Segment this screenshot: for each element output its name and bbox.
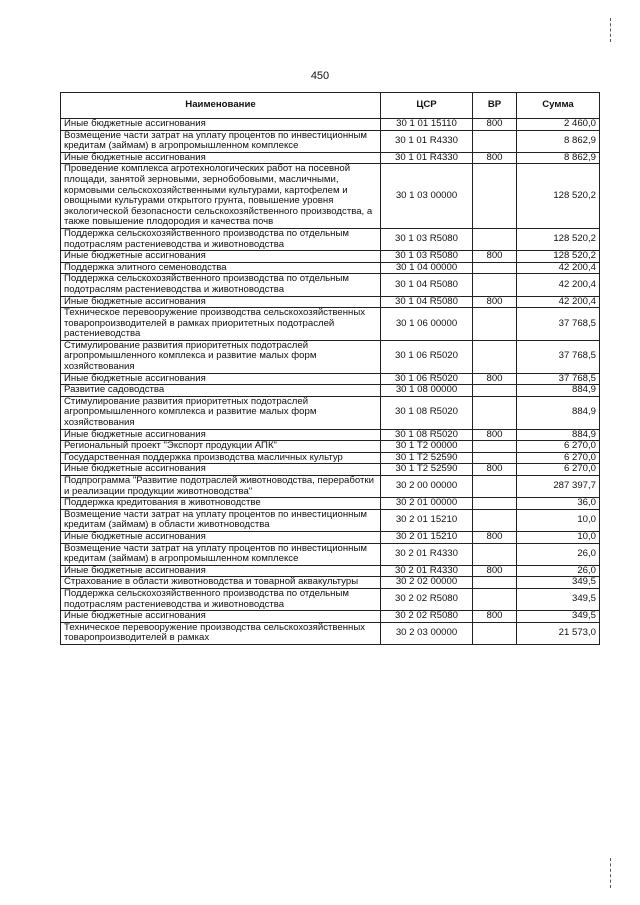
row-sum-cell: 349,5	[517, 611, 600, 623]
row-sum-cell: 6 270,0	[517, 452, 600, 464]
row-sum-cell: 10,0	[517, 531, 600, 543]
row-name-cell: Иные бюджетные ассигнования	[61, 464, 381, 476]
row-sum-cell: 6 270,0	[517, 464, 600, 476]
row-csr-cell: 30 1 08 R5020	[381, 429, 473, 441]
row-csr-cell: 30 2 02 R5080	[381, 611, 473, 623]
row-vr-cell	[473, 543, 517, 565]
row-name-cell: Государственная поддержка производства масличных культур	[61, 452, 381, 464]
row-name-cell: Страхование в области животноводства и товарной аквакультуры	[61, 577, 381, 589]
row-csr-cell: 30 1 01 R4330	[381, 130, 473, 152]
row-csr-cell: 30 2 02 00000	[381, 577, 473, 589]
row-name-cell: Возмещение части затрат на уплату процентов по инвестиционным кредитам (займам) в области животноводства	[61, 509, 381, 531]
row-vr-cell	[473, 476, 517, 498]
row-sum-cell: 884,9	[517, 385, 600, 397]
budget-table	[60, 92, 600, 645]
row-csr-cell: 30 1 03 R5080	[381, 228, 473, 250]
table-row	[61, 296, 600, 308]
row-vr-cell	[473, 498, 517, 510]
row-sum-cell: 26,0	[517, 543, 600, 565]
row-vr-cell	[473, 262, 517, 274]
page-number: 450	[310, 70, 330, 82]
row-name-cell: Подпрограмма "Развитие подотраслей животноводства, переработки и реализации продукции животноводства"	[61, 476, 381, 498]
row-vr-cell: 800	[473, 565, 517, 577]
row-vr-cell	[473, 385, 517, 397]
row-csr-cell: 30 1 Т2 52590	[381, 464, 473, 476]
row-vr-cell: 800	[473, 464, 517, 476]
row-name-cell: Стимулирование развития приоритетных подотраслей агропромышленного комплекса и развитие малых форм хозяйствования	[61, 340, 381, 373]
row-name-cell: Иные бюджетные ассигнования	[61, 296, 381, 308]
row-csr-cell: 30 1 08 R5020	[381, 396, 473, 429]
row-name-cell: Поддержка сельскохозяйственного производства по отдельным подотраслям растениеводства и животноводства	[61, 274, 381, 296]
row-csr-cell: 30 1 04 R5080	[381, 274, 473, 296]
row-sum-cell: 6 270,0	[517, 441, 600, 453]
binding-mark-bottom	[610, 858, 612, 888]
row-csr-cell: 30 2 03 00000	[381, 622, 473, 644]
header-name: Наименование	[61, 93, 381, 119]
row-sum-cell: 128 520,2	[517, 228, 600, 250]
header-csr: ЦСР	[381, 93, 473, 119]
row-csr-cell: 30 2 01 R4330	[381, 543, 473, 565]
row-vr-cell: 800	[473, 152, 517, 164]
row-name-cell: Иные бюджетные ассигнования	[61, 251, 381, 263]
row-vr-cell: 800	[473, 611, 517, 623]
header-vr: ВР	[473, 93, 517, 119]
table-row	[61, 119, 600, 131]
row-vr-cell	[473, 441, 517, 453]
row-name-cell: Возмещение части затрат на уплату процентов по инвестиционным кредитам (займам) в агропромышленном комплексе	[61, 543, 381, 565]
table-row	[61, 164, 600, 229]
table-row	[61, 262, 600, 274]
row-vr-cell	[473, 308, 517, 341]
row-csr-cell: 30 1 06 R5020	[381, 340, 473, 373]
row-csr-cell: 30 2 01 15210	[381, 509, 473, 531]
table-row	[61, 588, 600, 610]
row-sum-cell: 8 862,9	[517, 152, 600, 164]
row-vr-cell	[473, 228, 517, 250]
table-row	[61, 611, 600, 623]
row-name-cell: Техническое перевооружение производства сельскохозяйственных товаропроизводителей в рамках приоритетных подотраслей растениеводства	[61, 308, 381, 341]
row-name-cell: Поддержка элитного семеноводства	[61, 262, 381, 274]
table-row	[61, 373, 600, 385]
header-sum: Сумма	[517, 93, 600, 119]
row-vr-cell: 800	[473, 531, 517, 543]
row-sum-cell: 128 520,2	[517, 251, 600, 263]
row-vr-cell	[473, 622, 517, 644]
table-row	[61, 622, 600, 644]
row-name-cell: Стимулирование развития приоритетных подотраслей агропромышленного комплекса и развитие малых форм хозяйствования	[61, 396, 381, 429]
table-row	[61, 152, 600, 164]
row-name-cell: Иные бюджетные ассигнования	[61, 152, 381, 164]
row-csr-cell: 30 1 04 00000	[381, 262, 473, 274]
row-csr-cell: 30 1 Т2 52590	[381, 452, 473, 464]
row-csr-cell: 30 1 Т2 00000	[381, 441, 473, 453]
row-vr-cell: 800	[473, 429, 517, 441]
row-name-cell: Иные бюджетные ассигнования	[61, 565, 381, 577]
row-sum-cell: 128 520,2	[517, 164, 600, 229]
table-row	[61, 543, 600, 565]
row-vr-cell: 800	[473, 119, 517, 131]
row-csr-cell: 30 2 01 R4330	[381, 565, 473, 577]
table-row	[61, 308, 600, 341]
row-vr-cell	[473, 452, 517, 464]
row-vr-cell	[473, 164, 517, 229]
row-sum-cell: 884,9	[517, 396, 600, 429]
row-sum-cell: 37 768,5	[517, 340, 600, 373]
row-csr-cell: 30 2 02 R5080	[381, 588, 473, 610]
row-csr-cell: 30 1 01 R4330	[381, 152, 473, 164]
row-vr-cell	[473, 577, 517, 589]
row-csr-cell: 30 1 03 R5080	[381, 251, 473, 263]
row-name-cell: Иные бюджетные ассигнования	[61, 531, 381, 543]
table-row	[61, 476, 600, 498]
row-vr-cell	[473, 396, 517, 429]
row-sum-cell: 287 397,7	[517, 476, 600, 498]
table-row	[61, 565, 600, 577]
row-vr-cell: 800	[473, 296, 517, 308]
row-sum-cell: 349,5	[517, 577, 600, 589]
row-sum-cell: 884,9	[517, 429, 600, 441]
table-row	[61, 441, 600, 453]
row-sum-cell: 21 573,0	[517, 622, 600, 644]
row-sum-cell: 8 862,9	[517, 130, 600, 152]
row-name-cell: Иные бюджетные ассигнования	[61, 611, 381, 623]
row-name-cell: Поддержка сельскохозяйственного производства по отдельным подотраслям растениеводства и животноводства	[61, 228, 381, 250]
table-row	[61, 228, 600, 250]
row-csr-cell: 30 2 01 15210	[381, 531, 473, 543]
row-sum-cell: 10,0	[517, 509, 600, 531]
row-csr-cell: 30 1 01 15110	[381, 119, 473, 131]
binding-mark-top	[610, 18, 612, 42]
row-csr-cell: 30 1 03 00000	[381, 164, 473, 229]
row-name-cell: Поддержка сельскохозяйственного производства по отдельным подотраслям растениеводства и животноводства	[61, 588, 381, 610]
row-sum-cell: 37 768,5	[517, 308, 600, 341]
row-sum-cell: 349,5	[517, 588, 600, 610]
row-sum-cell: 26,0	[517, 565, 600, 577]
row-vr-cell	[473, 588, 517, 610]
table-row	[61, 577, 600, 589]
row-csr-cell: 30 1 08 00000	[381, 385, 473, 397]
row-sum-cell: 2 460,0	[517, 119, 600, 131]
row-name-cell: Развитие садоводства	[61, 385, 381, 397]
row-name-cell: Проведение комплекса агротехнологических работ на посевной площади, занятой зерновыми, зернобобовыми, масличными, кормовыми сельскохозяйственными культурами, картофелем и овощными культурами открытого грунта, повышение уровня экологической безопасности сельскохозяйственного производства, а также повышение плодородия и качества почв	[61, 164, 381, 229]
row-name-cell: Иные бюджетные ассигнования	[61, 429, 381, 441]
row-vr-cell	[473, 340, 517, 373]
table-row	[61, 452, 600, 464]
row-sum-cell: 37 768,5	[517, 373, 600, 385]
table-row	[61, 274, 600, 296]
table-row	[61, 498, 600, 510]
table-row	[61, 464, 600, 476]
row-vr-cell	[473, 274, 517, 296]
row-sum-cell: 42 200,4	[517, 274, 600, 296]
row-name-cell: Возмещение части затрат на уплату процентов по инвестиционным кредитам (займам) в агропромышленном комплексе	[61, 130, 381, 152]
table-header-row	[61, 93, 600, 119]
row-csr-cell: 30 1 06 R5020	[381, 373, 473, 385]
row-csr-cell: 30 2 01 00000	[381, 498, 473, 510]
table-row	[61, 429, 600, 441]
row-name-cell: Региональный проект "Экспорт продукции АПК"	[61, 441, 381, 453]
row-vr-cell: 800	[473, 251, 517, 263]
row-sum-cell: 36,0	[517, 498, 600, 510]
row-vr-cell	[473, 130, 517, 152]
table-row	[61, 340, 600, 373]
table-row	[61, 251, 600, 263]
row-csr-cell: 30 1 04 R5080	[381, 296, 473, 308]
row-sum-cell: 42 200,4	[517, 262, 600, 274]
row-vr-cell: 800	[473, 373, 517, 385]
table-row	[61, 509, 600, 531]
row-name-cell: Поддержка кредитования в животноводстве	[61, 498, 381, 510]
table-row	[61, 531, 600, 543]
table-row	[61, 385, 600, 397]
table-row	[61, 396, 600, 429]
table-row	[61, 130, 600, 152]
row-vr-cell	[473, 509, 517, 531]
row-name-cell: Иные бюджетные ассигнования	[61, 119, 381, 131]
row-sum-cell: 42 200,4	[517, 296, 600, 308]
row-csr-cell: 30 2 00 00000	[381, 476, 473, 498]
row-csr-cell: 30 1 06 00000	[381, 308, 473, 341]
row-name-cell: Иные бюджетные ассигнования	[61, 373, 381, 385]
row-name-cell: Техническое перевооружение производства сельскохозяйственных товаропроизводителей в рамках	[61, 622, 381, 644]
